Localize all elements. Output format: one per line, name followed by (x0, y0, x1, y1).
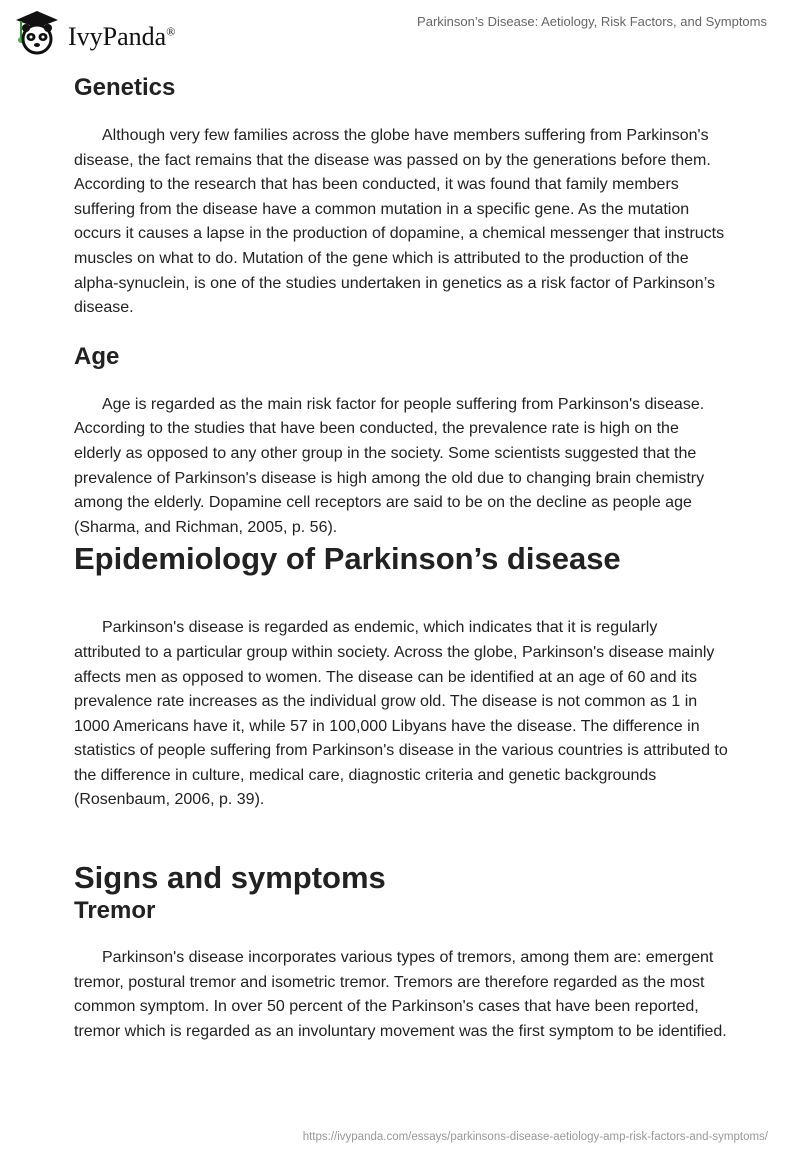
article-content (74, 0, 728, 1044)
logo-name: IvyPanda (68, 22, 167, 51)
heading-tremor: Tremor (74, 897, 156, 925)
panda-graduate-icon (12, 8, 62, 56)
heading-signs-and-symptoms: Signs and symptoms (74, 860, 386, 896)
paragraph-epidemiology: Parkinson's disease is regarded as endemic, which indicates that it is regularly attributed to a particular group within society. Across the globe, Parkinson's disease mainly affects men as opposed to women. The disease can be identified at an age of 60 and its prevalence rate increases as the individual grow old. The disease is not common as 1 in 1000 Americans have it, while 57 in 100,000 Libyans have the disease. The difference in statistics of people suffering from Parkinson's disease in the various countries is attributed to the difference in culture, medical care, diagnostic criteria and genetic backgrounds (Rosenbaum, 2006, p. 39). (74, 619, 728, 809)
heading-age: Age (74, 342, 120, 370)
logo-registered-mark: ® (166, 24, 176, 39)
source-url[interactable]: https://ivypanda.com/essays/parkinsons-disease-aetiology-amp-risk-factors-and-symptoms/ (302, 1131, 768, 1143)
paragraph-age: Age is regarded as the main risk factor for people suffering from Parkinson's disease. According to the studies that have been conducted, the prevalence rate is high on the elderly as opposed to any other group in the society. Some scientists suggested that the prevalence of Parkinson's disease is high among the old due to changing brain chemistry among the elderly. Dopamine cell receptors are said to be on the decline as people age (Sharma, and Richman, 2005, p. 56). (74, 395, 705, 536)
heading-epidemiology: Epidemiology of Parkinson’s disease (74, 541, 621, 577)
document-title: Parkinson’s Disease: Aetiology, Risk Factors, and Symptoms (417, 14, 767, 29)
heading-genetics: Genetics (74, 74, 176, 101)
paragraph-tremor: Parkinson's disease incorporates various types of tremors, among them are: emergent tremor, postural tremor and isometric tremor. Tremors are therefore regarded as the most common symptom. In over 50 percent of the Parkinson's cases that have been reported, tremor which is regarded as an involuntary movement was the first symptom to be identified. (74, 949, 727, 1040)
paragraph-genetics: Although very few families across the globe have members suffering from Parkinson's disease, the fact remains that the disease was passed on by the generations before them. According to the research that has been conducted, it was found that family members suffering from the disease have a common mutation in a specific gene. As the mutation occurs it causes a lapse in the production of dopamine, a chemical messenger that instructs muscles on what to do. Mutation of the gene which is attributed to the production of the alpha-synuclein, is one of the studies undertaken in genetics as a risk factor of Parkinson’s disease. (74, 127, 725, 317)
